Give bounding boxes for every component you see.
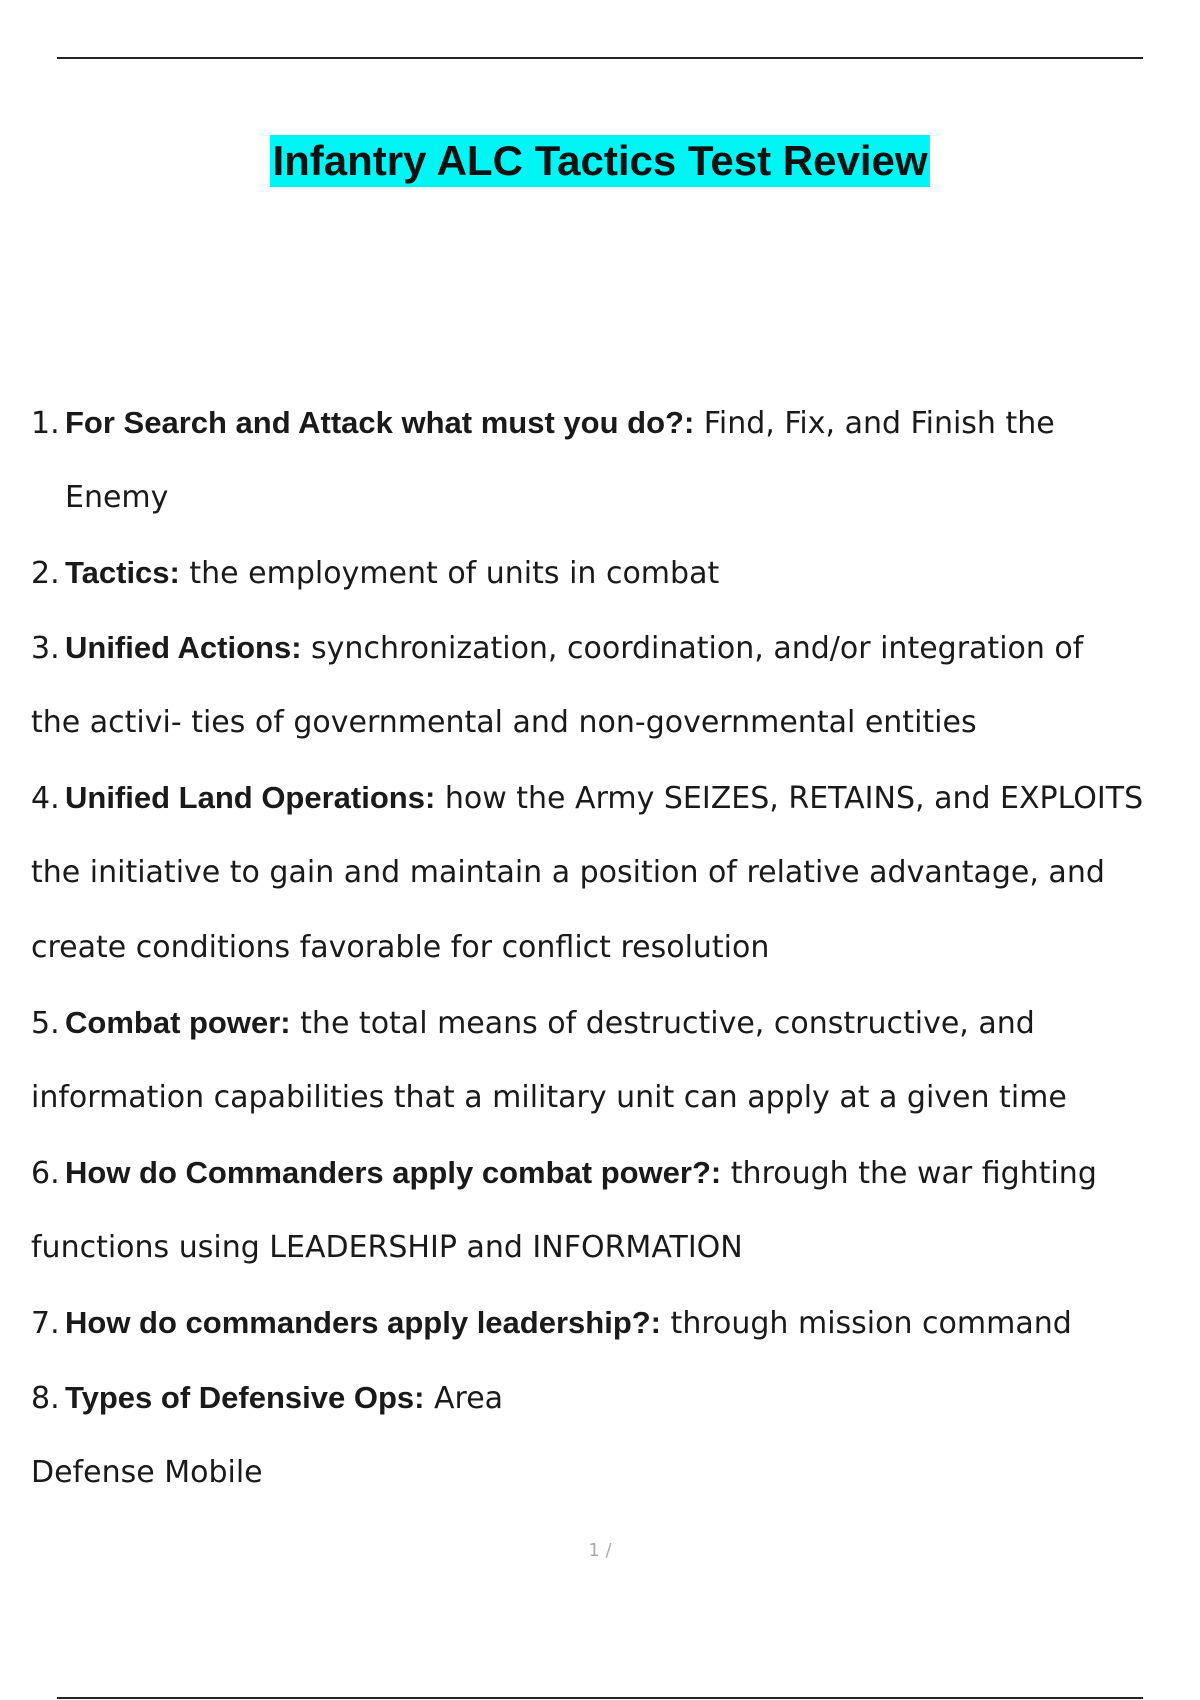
title-container [0,135,1200,187]
item-number: 6. [31,1156,60,1191]
item-definition: information capabilities that a military unit can apply at a given time [31,1080,1067,1115]
item-number: 1. [31,406,60,441]
page-number: 1 / [588,1540,612,1561]
item-term: Unified Land Operations: [65,780,436,815]
list-item [31,1135,1200,1210]
item-number: 4. [31,781,60,816]
item-definition: how the Army SEIZES, RETAINS, and EXPLOITS [435,781,1144,816]
item-term: Types of Defensive Ops: [65,1380,425,1415]
item-definition: the initiative to gain and maintain a position of relative advantage, and [31,855,1105,890]
header-rule [57,57,1143,59]
item-definition: functions using LEADERSHIP and INFORMATION [31,1230,743,1265]
item-definition: the activi- ties of governmental and non-governmental entities [31,705,977,740]
item-definition: Enemy [65,480,169,515]
item-number: 8. [31,1381,60,1416]
item-number: 2. [31,556,60,591]
item-definition: synchronization, coordination, and/or integration of [301,631,1084,666]
list-item [31,760,1200,835]
item-definition: Area [424,1381,504,1416]
item-number: 3. [31,631,60,666]
item-continuation [31,910,1200,985]
list-item [31,985,1200,1060]
item-continuation [31,1435,1200,1510]
item-continuation [31,460,1200,535]
item-continuation [31,1210,1200,1285]
review-list [31,385,1200,1510]
item-definition: create conditions favorable for conflict resolution [31,930,770,965]
item-term: For Search and Attack what must you do?: [65,405,695,440]
list-item [31,385,1200,460]
item-term: Unified Actions: [65,630,302,665]
footer-rule [57,1697,1143,1699]
list-item [31,1360,1200,1435]
item-definition: the employment of units in combat [179,556,720,591]
item-definition: Defense Mobile [31,1455,263,1490]
item-definition: the total means of destructive, constructive, and [290,1006,1035,1041]
item-definition: through mission command [661,1306,1072,1341]
item-continuation [31,685,1200,760]
item-continuation [31,835,1200,910]
item-definition: Find, Fix, and Finish the [694,406,1055,441]
item-number: 5. [31,1006,60,1041]
document-title: Infantry ALC Tactics Test Review [270,135,929,187]
item-term: How do commanders apply leadership?: [65,1305,662,1340]
list-item [31,535,1200,610]
item-definition: through the war fighting [721,1156,1097,1191]
item-term: Tactics: [65,555,180,590]
item-continuation [31,1060,1200,1135]
item-number: 7. [31,1306,60,1341]
list-item [31,610,1200,685]
item-term: How do Commanders apply combat power?: [65,1155,722,1190]
list-item [31,1285,1200,1360]
item-term: Combat power: [65,1005,291,1040]
